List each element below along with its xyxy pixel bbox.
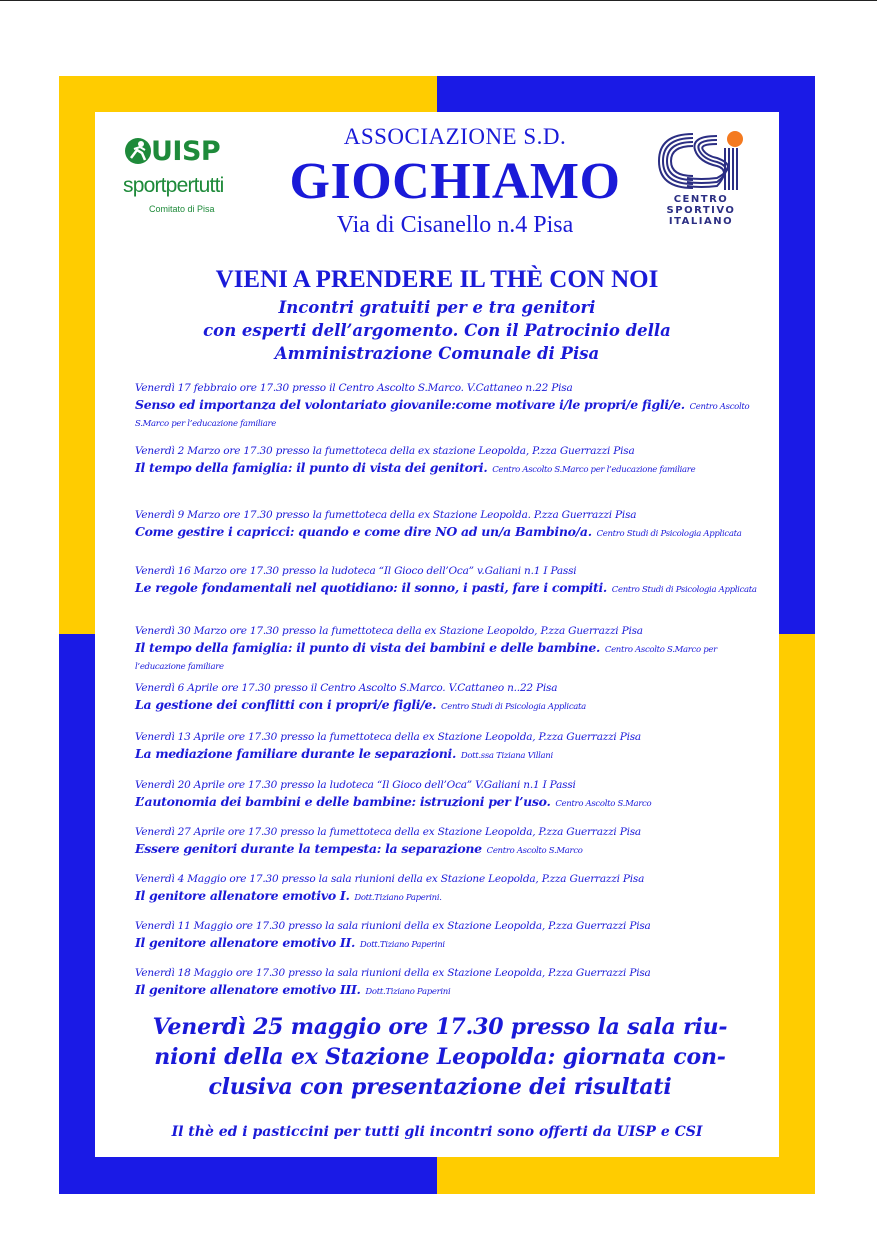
event-item <box>135 873 760 905</box>
event-date: Venerdì 16 Marzo ore 17.30 presso la ludoteca “Il Gioco dell’Oca” v.Galiani n.1 I Passi <box>135 565 577 577</box>
event-speaker: Centro Studi di Psicologia Applicata <box>611 585 757 595</box>
csi-mark-icon <box>653 128 753 194</box>
csi-line: CENTRO <box>673 194 729 205</box>
event-item <box>135 826 760 858</box>
final-event <box>115 1012 765 1102</box>
event-title: Il genitore allenatore emotivo I. <box>135 888 350 903</box>
event-speaker: Dott.Tiziano Paperini. <box>354 893 442 903</box>
uisp-runner-icon <box>123 136 153 166</box>
event-date: Venerdì 6 Aprile ore 17.30 presso il Centro Ascolto S.Marco. V.Cattaneo n..22 Pisa <box>135 682 558 694</box>
event-item <box>135 625 760 674</box>
event-item <box>135 382 760 431</box>
event-speaker: Centro Ascolto S.Marco per l’educazione familiare <box>135 645 717 672</box>
csi-wordmark <box>653 194 749 227</box>
uisp-committee: Comitato di Pisa <box>149 204 215 214</box>
event-title: L’autonomia dei bambini e delle bambine: istruzioni per l’uso. <box>135 794 551 809</box>
event-item <box>135 731 760 763</box>
event-title: Essere genitori durante la tempesta: la separazione <box>135 841 482 856</box>
association-address: Via di Cisanello n.4 Pisa <box>336 212 574 238</box>
final-event-line: nioni della ex Stazione Leopolda: giornata con- <box>154 1044 726 1070</box>
event-date: Venerdì 20 Aprile ore 17.30 presso la ludoteca “Il Gioco dell’Oca” V.Galiani n.1 I Passi <box>135 779 576 791</box>
intro-line: con esperti dell’argomento. Con il Patrocinio della <box>203 321 671 340</box>
event-speaker: Dott.Tiziano Paperini <box>365 987 451 997</box>
event-item <box>135 445 760 477</box>
csi-line: SPORTIVO <box>666 205 736 216</box>
final-event-line: Venerdì 25 maggio ore 17.30 presso la sala riu- <box>152 1014 728 1040</box>
event-date: Venerdì 18 Maggio ore 17.30 presso la sala riunioni della ex Stazione Leopolda, P.zza Guerrazzi Pisa <box>135 967 651 979</box>
event-date: Venerdì 30 Marzo ore 17.30 presso la fumettoteca della ex Stazione Leopoldo, P.zza Guerrazzi Pisa <box>135 625 643 637</box>
event-speaker: Centro Ascolto S.Marco per l’educazione familiare <box>135 402 750 429</box>
final-event-line: clusiva con presentazione dei risultati <box>208 1074 672 1100</box>
intro-line: Incontri gratuiti per e tra genitori <box>278 298 596 317</box>
event-date: Venerdì 11 Maggio ore 17.30 presso la sala riunioni della ex Stazione Leopolda, P.zza Guerrazzi Pisa <box>135 920 651 932</box>
event-speaker: Centro Ascolto S.Marco per l’educazione familiare <box>492 465 696 475</box>
event-item <box>135 920 760 952</box>
uisp-tagline: sportpertutti <box>123 174 224 197</box>
event-date: Venerdì 4 Maggio ore 17.30 presso la sala riunioni della ex Stazione Leopolda, P.zza Guerrazzi Pisa <box>135 873 645 885</box>
event-title: Senso ed importanza del volontariato giovanile:come motivare i/le propri/e figli/e. <box>135 397 685 412</box>
event-title: Il genitore allenatore emotivo II. <box>135 935 356 950</box>
event-item <box>135 967 760 999</box>
event-speaker: Centro Studi di Psicologia Applicata <box>596 529 742 539</box>
event-title: La gestione dei conflitti con i propri/e figli/e. <box>135 697 437 712</box>
association-label: ASSOCIAZIONE S.D. <box>343 124 567 149</box>
top-rule <box>0 0 877 1</box>
csi-line: ITALIANO <box>668 216 734 227</box>
event-title: Come gestire i capricci: quando e come dire NO ad un/a Bambino/a. <box>135 524 592 539</box>
csi-logo <box>653 128 753 230</box>
event-item <box>135 509 760 541</box>
intro-line: Amministrazione Comunale di Pisa <box>274 344 600 363</box>
event-speaker: Centro Ascolto S.Marco <box>486 846 583 856</box>
flyer-panel <box>95 112 779 1157</box>
event-date: Venerdì 2 Marzo ore 17.30 presso la fumettoteca della ex stazione Leopolda, P.zza Guerrazzi Pisa <box>135 445 635 457</box>
event-title: La mediazione familiare durante le separazioni. <box>135 746 457 761</box>
event-speaker: Centro Studi di Psicologia Applicata <box>441 702 586 712</box>
event-title: Il tempo della famiglia: il punto di vista dei bambini e delle bambine. <box>135 640 601 655</box>
event-date: Venerdì 17 febbraio ore 17.30 presso il Centro Ascolto S.Marco. V.Cattaneo n.22 Pisa <box>135 382 573 394</box>
event-date: Venerdì 13 Aprile ore 17.30 presso la fumettoteca della ex Stazione Leopolda, P.zza Guerrazzi Pisa <box>135 731 641 743</box>
uisp-logo <box>121 134 231 224</box>
event-item <box>135 565 760 597</box>
event-speaker: Dott.Tiziano Paperini <box>359 940 445 950</box>
event-title: Le regole fondamentali nel quotidiano: il sonno, i pasti, fare i compiti. <box>135 580 607 595</box>
event-date: Venerdì 27 Aprile ore 17.30 presso la fumettoteca della ex Stazione Leopolda, P.zza Guerrazzi Pisa <box>135 826 641 838</box>
event-title: Il tempo della famiglia: il punto di vista dei genitori. <box>135 460 488 475</box>
uisp-name: UISP <box>151 136 221 167</box>
event-title: Il genitore allenatore emotivo III. <box>135 982 361 997</box>
headline: VIENI A PRENDERE IL THÈ CON NOI <box>215 266 659 293</box>
event-item <box>135 682 760 714</box>
event-speaker: Centro Ascolto S.Marco <box>555 799 652 809</box>
event-date: Venerdì 9 Marzo ore 17.30 presso la fumettoteca della ex Stazione Leopolda. P.zza Guerrazzi Pisa <box>135 509 637 521</box>
intro-text <box>95 296 779 365</box>
footer-note: Il thè ed i pasticcini per tutti gli incontri sono offerti da UISP e CSI <box>171 1124 703 1140</box>
event-speaker: Dott.ssa Tiziana Villani <box>460 751 553 761</box>
association-name: GIOCHIAMO <box>289 153 621 210</box>
event-item <box>135 779 760 811</box>
